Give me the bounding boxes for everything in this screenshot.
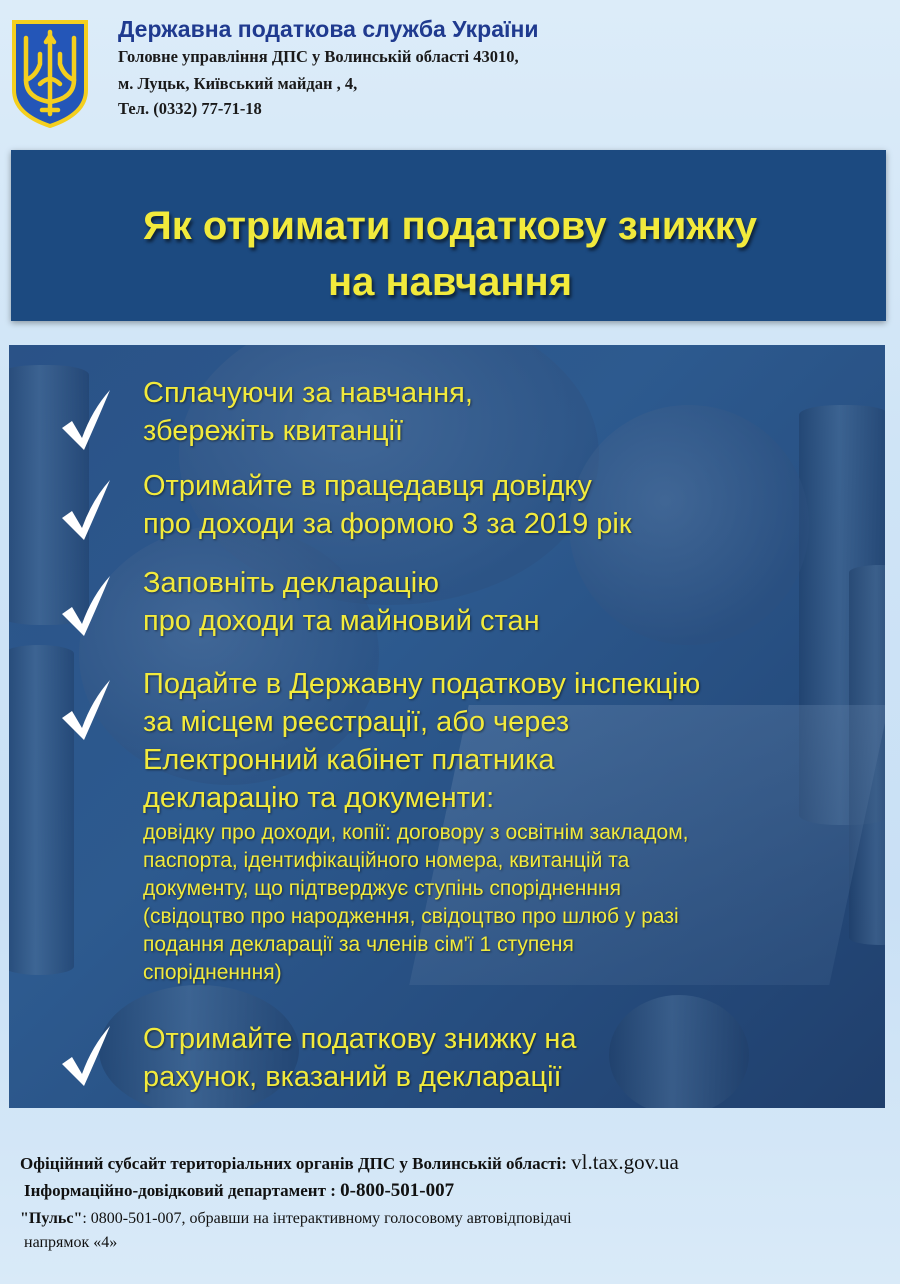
step-text-line: декларацію та документи: [143, 782, 495, 814]
step-details [143, 819, 688, 987]
poster-title-line: Як отримати податкову знижку [143, 204, 757, 248]
org-address-line: м. Луцьк, Київський майдан , 4, [118, 74, 358, 93]
org-title: Державна податкова служба України [118, 16, 539, 42]
step-item [143, 374, 473, 450]
step-text-line: про доходи за формою 3 за 2019 рік [143, 508, 632, 540]
footer-helpdesk-line [24, 1180, 454, 1202]
helpdesk-phone: 0-800-501-007 [340, 1180, 455, 1201]
footer-website-line [20, 1150, 679, 1175]
org-address-line: Головне управління ДПС у Волинській області 43010, [118, 47, 519, 66]
checkmark-icon [60, 478, 112, 542]
puls-text: : 0800-501-007, обравши на інтерактивному голосовому автовідповідачі [82, 1210, 572, 1227]
step-text-line: Сплачуючи за навчання, [143, 377, 473, 409]
step-item [143, 467, 632, 543]
step-item [143, 564, 540, 640]
step-detail-line: спорідненння) [143, 961, 282, 984]
step-text-line: Отримайте в працедавця довідку [143, 470, 592, 502]
puls-label: "Пульс" [20, 1210, 83, 1227]
website-link[interactable]: vl.tax.gov.ua [571, 1150, 679, 1174]
helpdesk-label: Інформаційно-довідковий департамент : [24, 1181, 341, 1200]
poster-title-line: на навчання [327, 260, 573, 304]
footer-direction-line: напрямок «4» [24, 1234, 118, 1251]
step-detail-line: довідку про доходи, копії: договору з освітнім закладом, [143, 821, 689, 844]
checkmark-icon [60, 678, 112, 742]
step-text-line: збережіть квитанції [143, 415, 404, 447]
step-detail-line: подання декларації за членів сім'ї 1 ступеня [143, 933, 574, 956]
footer-website-label: Офіційний субсайт територіальних органів ДПС у Волинській області: [20, 1154, 572, 1173]
step-text-line: Заповніть декларацію [143, 567, 439, 599]
step-item [143, 665, 700, 817]
checkmark-icon [60, 388, 112, 452]
poster-title [0, 198, 900, 310]
checkmark-icon [60, 574, 112, 638]
step-text-line: за місцем реєстрації, або через [143, 706, 570, 738]
footer-puls-line [20, 1210, 572, 1228]
step-text-line: рахунок, вказаний в декларації [143, 1061, 562, 1093]
ukraine-trident-emblem [10, 18, 90, 128]
step-text-line: про доходи та майновий стан [143, 605, 540, 637]
checkmark-icon [60, 1024, 112, 1088]
step-detail-line: документу, що підтверджує ступінь спорідненння [143, 877, 621, 900]
step-text-line: Електронний кабінет платника [143, 744, 555, 776]
step-detail-line: (свідоцтво про народження, свідоцтво про шлюб у разі [143, 905, 679, 928]
org-phone-line: Тел. (0332) 77-71-18 [118, 99, 262, 118]
step-text-line: Подайте в Державну податкову інспекцію [143, 668, 701, 700]
step-item [143, 1020, 577, 1096]
step-text-line: Отримайте податкову знижку на [143, 1023, 577, 1055]
step-detail-line: паспорта, ідентифікаційного номера, квитанцій та [143, 849, 630, 872]
